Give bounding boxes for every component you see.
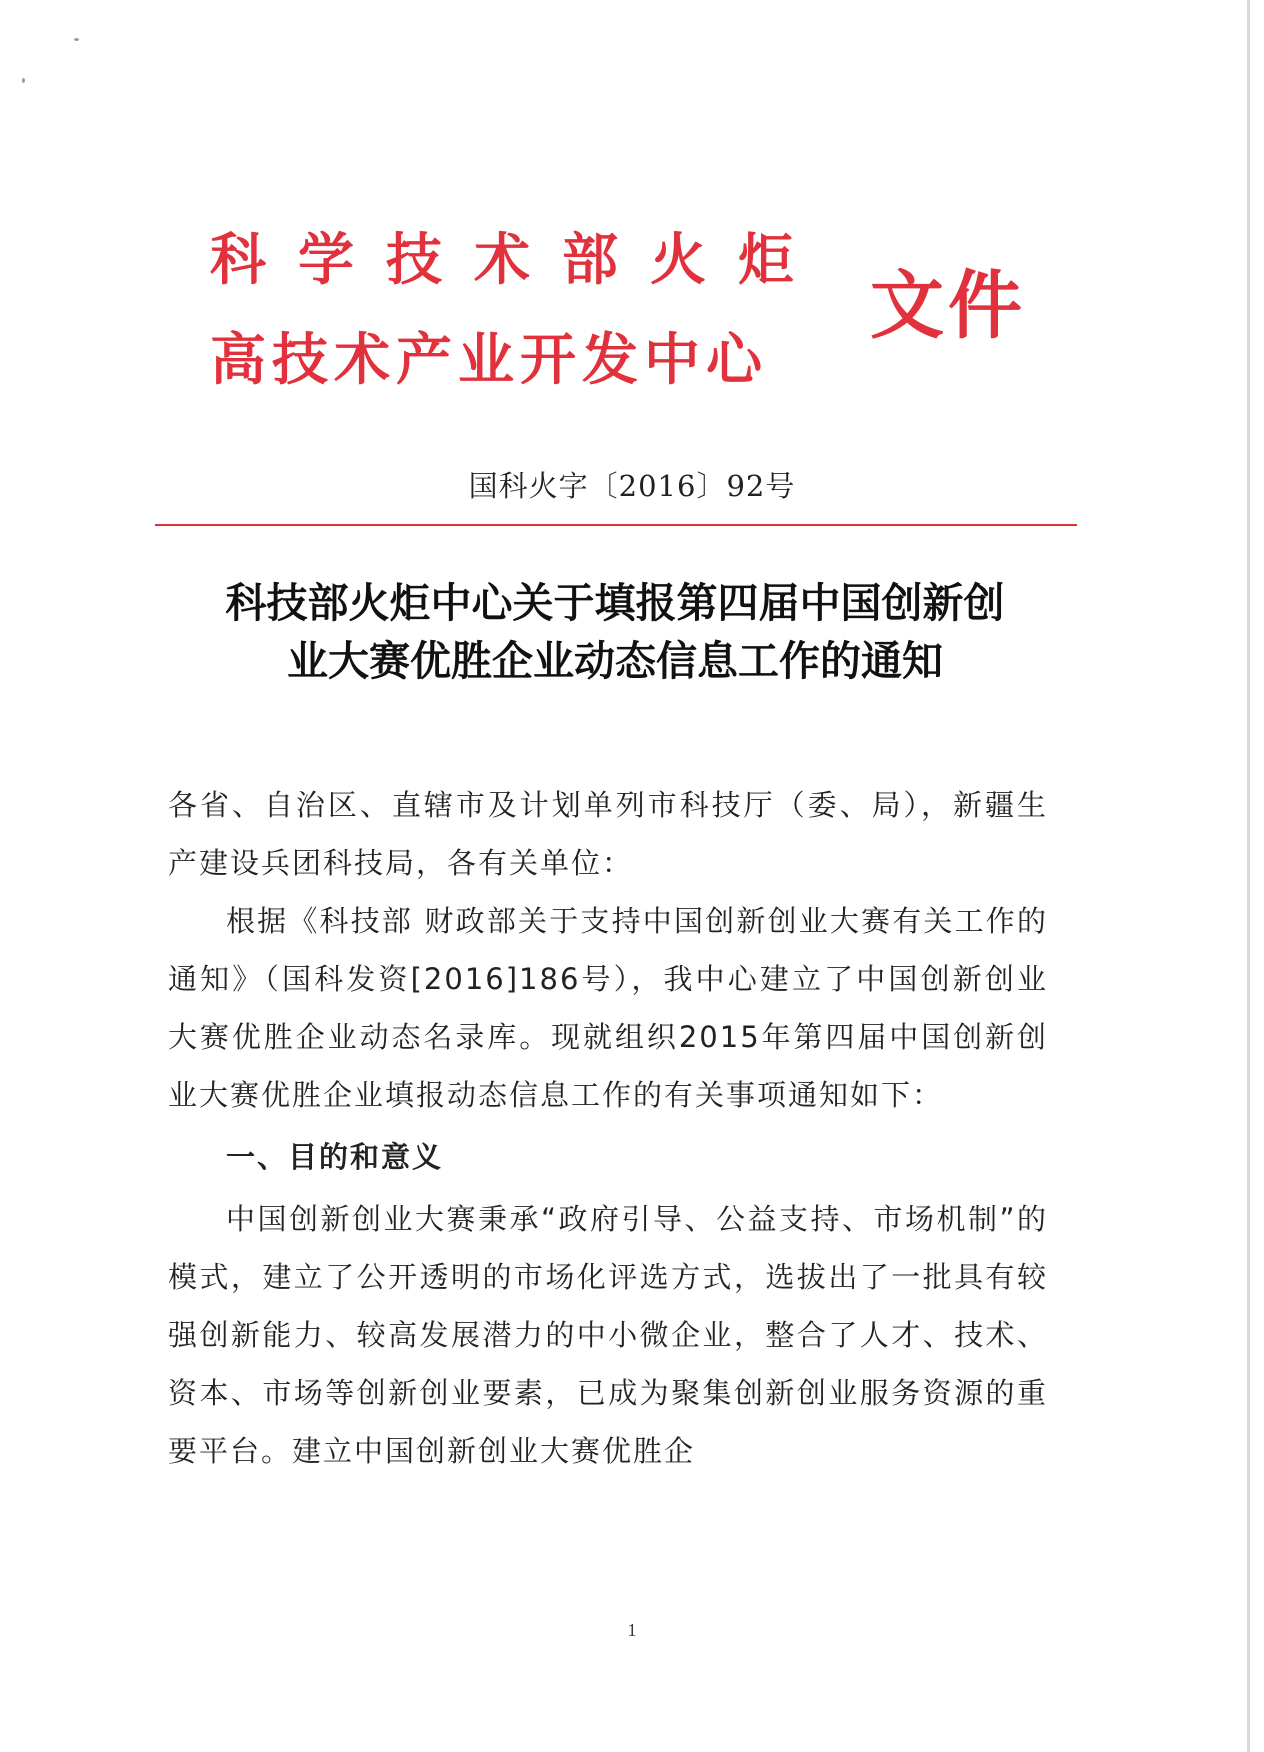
scan-speck <box>74 38 79 41</box>
document-number: 国科火字〔2016〕92号 <box>468 469 796 503</box>
paragraph-2: 中国创新创业大赛秉承“政府引导、公益支持、市场机制”的模式，建立了公开透明的市场化评选方式，选拔出了一批具有较强创新能力、较高发展潜力的中小微企业，整合了人才、技术、资本、市场等创新创业要素，已成为聚集创新创业服务资源的重要平台。建立中国创新创业大赛优胜企 <box>168 1202 1048 1468</box>
red-divider <box>155 524 1077 526</box>
document-title <box>150 574 1080 690</box>
section-heading-1: 一、目的和意义 <box>226 1140 444 1174</box>
title-line-1: 科技部火炬中心关于填报第四届中国创新创 <box>225 579 1005 627</box>
masthead-line-2: 高技术产业开发中心 <box>210 327 768 393</box>
document-body <box>168 776 1048 1480</box>
masthead <box>210 228 1030 408</box>
scan-edge-shadow <box>1247 0 1250 1752</box>
title-line-2: 业大赛优胜企业动态信息工作的通知 <box>287 637 943 685</box>
salutation: 各省、自治区、直辖市及计划单列市科技厅（委、局），新疆生产建设兵团科技局，各有关单位： <box>168 788 1048 880</box>
page-number: 1 <box>627 1620 637 1640</box>
masthead-suffix: 文件 <box>870 263 1026 349</box>
masthead-line-1: 科学技术部火炬 <box>210 227 826 293</box>
scan-speck <box>22 78 25 83</box>
paragraph-1: 根据《科技部 财政部关于支持中国创新创业大赛有关工作的通知》（国科发资[2016]186号），我中心建立了中国创新创业大赛优胜企业动态名录库。现就组织2015年第四届中国创新创业大赛优胜企业填报动态信息工作的有关事项通知如下： <box>168 904 1048 1112</box>
